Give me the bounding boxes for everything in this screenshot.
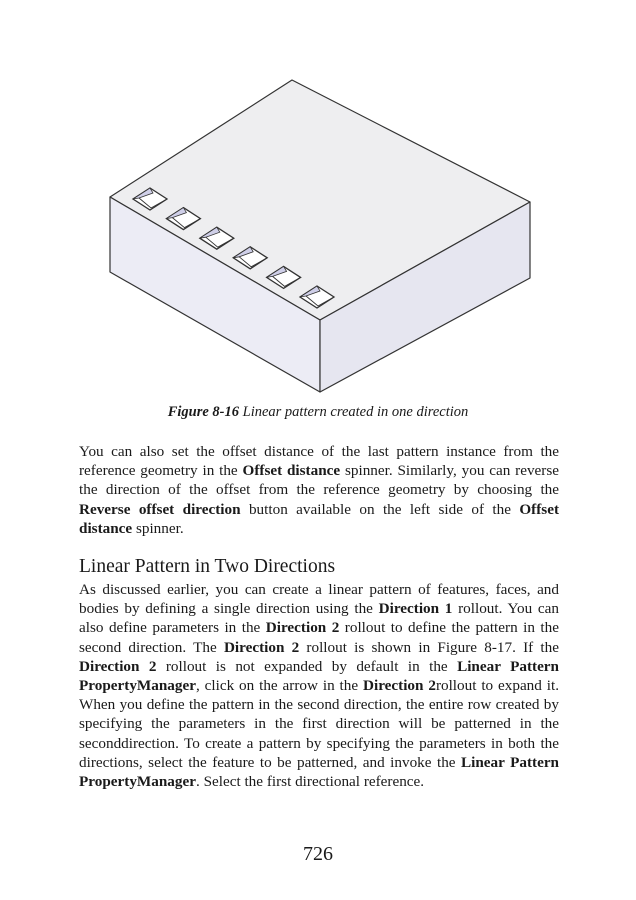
figure-caption xyxy=(0,404,636,421)
figure-8-16 xyxy=(0,0,636,400)
paragraph-text: spinner. xyxy=(132,519,184,537)
term-linear-pattern-propertymanager: Linear Pattern PropertyManager xyxy=(79,657,559,695)
figure-caption-text: Linear pattern created in one direction xyxy=(239,404,469,420)
section-heading: Linear Pattern in Two Directions xyxy=(79,556,336,577)
pattern-block-illustration xyxy=(0,0,636,400)
paragraph-text: button available on the left side of the xyxy=(240,500,520,518)
term-direction-1: Direction 1 xyxy=(378,600,453,618)
term-direction-2: Direction 2 xyxy=(223,638,300,656)
term-linear-pattern-propertymanager: Linear Pattern PropertyManager xyxy=(79,753,560,791)
paragraph-two-directions xyxy=(79,580,559,791)
paragraph-text: You can also set the offset distance of the last pattern instance from the reference geometry in the xyxy=(79,443,559,480)
term-reverse-offset-direction: Reverse offset direction xyxy=(79,500,241,518)
paragraph-text: rollout. You can also define parameters in the xyxy=(79,600,559,637)
term-offset-distance: Offset distance xyxy=(242,462,341,480)
paragraph-text: . Select the first directional reference. xyxy=(195,773,425,791)
term-direction-2: Direction 2 xyxy=(265,619,340,637)
paragraph-text: , click on the arrow in the xyxy=(195,677,363,695)
paragraph-offset-distance xyxy=(79,442,559,538)
page-number: 726 xyxy=(303,843,333,865)
term-direction-2: Direction 2 xyxy=(363,677,436,695)
paragraph-text: rollout to define the pattern in the second direction. The xyxy=(79,619,559,656)
term-direction-2: Direction 2 xyxy=(79,657,157,675)
paragraph-text: spinner. Similarly, you can reverse the direction of the offset from the reference geometry by choosing the xyxy=(79,462,559,499)
figure-number: Figure 8-16 xyxy=(167,404,239,420)
term-offset-distance: Offset distance xyxy=(79,500,559,537)
paragraph-text: rollout to expand it. When you define the pattern in the second direction, the entire row created by specifying the parameters in the first direction will be patterned in the seconddirection. To create a pattern by specifying the parameters in both the directions, select the feature to be patterned, and invoke the xyxy=(79,677,559,771)
paragraph-text: As discussed earlier, you can create a linear pattern of features, faces, and bodies by defining a single direction using the xyxy=(79,581,559,618)
paragraph-text: rollout is shown in Figure 8-17. If the xyxy=(299,638,559,656)
paragraph-text: rollout is not expanded by default in the xyxy=(156,657,458,675)
